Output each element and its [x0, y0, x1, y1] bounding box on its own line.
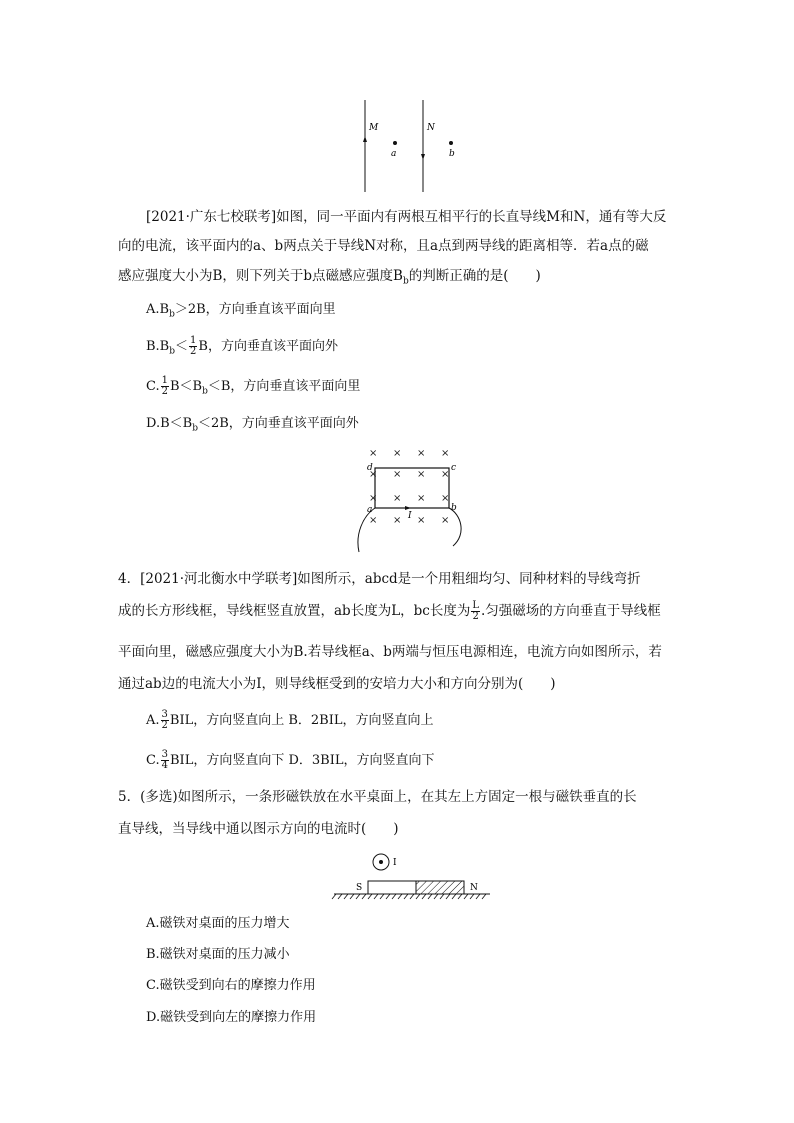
q4-option-a-b[interactable]: A. $\frac{3}{2}$ BIL，方向竖直向上 B．2BIL，方向竖直向上 — [146, 709, 434, 731]
svg-text:×: × — [369, 448, 378, 459]
svg-text:×: × — [441, 515, 450, 526]
q3-option-c[interactable]: C. $\frac{1}{2}$ $B<B_b<B$，方向垂直该平面向里 — [146, 375, 361, 397]
q4-line3: 平面向里，磁感应强度大小为B.若导线框a、b两端与恒压电源相连，电流方向如图所示，若 — [118, 644, 662, 660]
label-N: N — [427, 123, 435, 133]
label-N: N — [470, 883, 478, 893]
figure-parallel-wires — [355, 96, 465, 196]
svg-text:×: × — [369, 493, 378, 504]
q3-line2: 向的电流，该平面内的a、b两点关于导线N对称，且a点到两导线的距离相等．若a点的磁 — [118, 238, 649, 254]
q5-option-c[interactable]: C.磁铁受到向右的摩擦力作用 — [146, 978, 316, 993]
figure-bar-magnet — [330, 850, 495, 900]
table-hatching — [332, 894, 486, 899]
label-c: c — [451, 463, 457, 473]
q3-option-a[interactable]: $A.B_b>2B$，方向垂直该平面向里 — [146, 302, 336, 320]
q4-line2: 成的长方形线框，导线框竖直放置，ab长度为L，bc长度为 $\frac{L}{2}$ .匀强磁场的方向垂直于导线框 — [118, 600, 661, 622]
q4-option-c-d[interactable]: C. $\frac{3}{4}$ BIL，方向竖直向下 D．3BIL，方向竖直向下 — [146, 749, 435, 771]
svg-text:×: × — [441, 448, 450, 459]
svg-text:×: × — [417, 515, 426, 526]
label-M: M — [369, 123, 379, 133]
label-I: I — [408, 511, 412, 521]
label-I: I — [393, 858, 397, 868]
svg-text:×: × — [393, 515, 402, 526]
figure-wire-frame — [345, 442, 470, 554]
label-b: b — [451, 503, 457, 513]
svg-text:×: × — [417, 493, 426, 504]
label-b: b — [449, 149, 455, 159]
q5-line2: 直导线，当导线中通以图示方向的电流时( ) — [118, 821, 399, 837]
q5-line1: 5．(多选)如图所示，一条形磁铁放在水平桌面上，在其左上方固定一根与磁铁垂直的长 — [118, 789, 637, 805]
svg-text:×: × — [369, 469, 378, 480]
q5-option-a[interactable]: A.磁铁对桌面的压力增大 — [146, 916, 290, 931]
svg-text:×: × — [393, 493, 402, 504]
svg-text:×: × — [441, 469, 450, 480]
svg-text:×: × — [393, 448, 402, 459]
svg-text:×: × — [417, 448, 426, 459]
svg-text:×: × — [369, 515, 378, 526]
q5-option-d[interactable]: D.磁铁受到向左的摩擦力作用 — [146, 1010, 317, 1025]
svg-text:×: × — [393, 469, 402, 480]
label-a: a — [391, 149, 397, 159]
q4-line4: 通过ab边的电流大小为I，则导线框受到的安培力大小和方向分别为( ) — [118, 676, 556, 692]
q4-line1: 4．[2021·河北衡水中学联考]如图所示，abcd是一个用粗细均匀、同种材料的导线弯折 — [118, 571, 641, 587]
q5-option-b[interactable]: B.磁铁对桌面的压力减小 — [146, 947, 290, 962]
q3-option-d[interactable]: $D.B<B_b<2B$，方向垂直该平面向外 — [146, 416, 359, 434]
q3-option-b[interactable]: $B.B_b<$ $\frac{1}{2}$ B，方向垂直该平面向外 — [146, 335, 338, 357]
label-a: a — [367, 505, 373, 515]
svg-text:×: × — [441, 493, 450, 504]
q3-line3: 感应强度大小为B，则下列关于b点磁感应强度$B_b$的判断正确的是( ) — [118, 268, 541, 287]
q3-line1: [2021·广东七校联考]如图，同一平面内有两根互相平行的长直导线M和N，通有等大反 — [146, 209, 667, 225]
label-d: d — [367, 463, 373, 473]
label-S: S — [356, 883, 363, 893]
svg-text:×: × — [417, 469, 426, 480]
